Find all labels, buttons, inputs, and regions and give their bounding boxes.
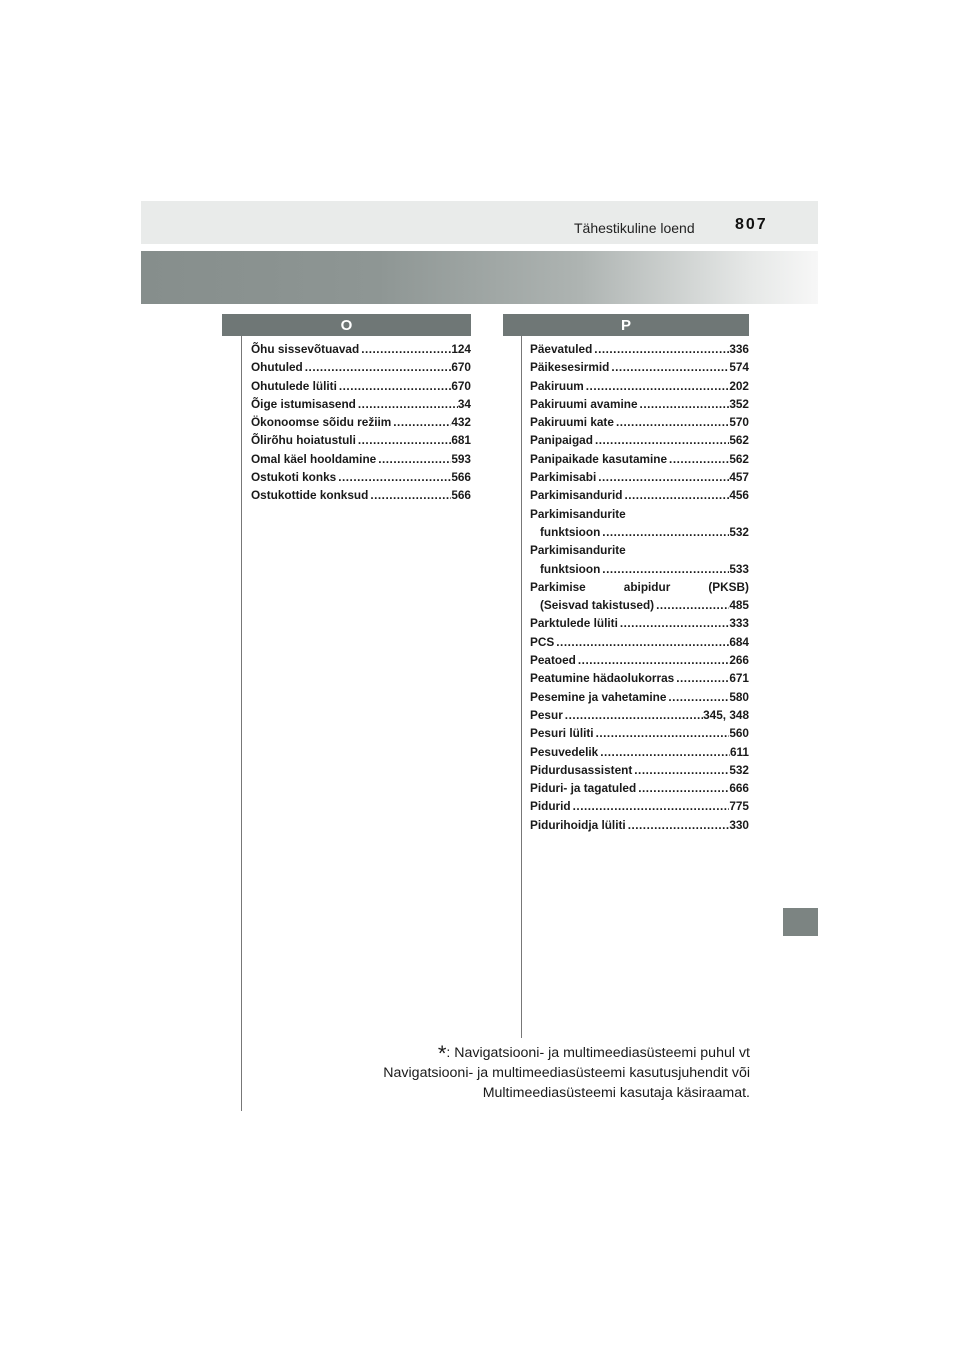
index-entry: Parkimisabi ..... 457 — [530, 468, 749, 486]
index-entry: Pesuvedelik ..... 611 — [530, 743, 749, 761]
index-entry: Peatoed ..... 266 — [530, 651, 749, 669]
index-subentry: funktsioon ..... 533 — [530, 560, 749, 578]
index-entry: Päevatuled ..... 336 — [530, 340, 749, 358]
index-entry: Ostukottide konksud ..... 566 — [251, 486, 471, 504]
index-entry: Päikesesirmid ..... 574 — [530, 358, 749, 376]
chapter-thumb-tab — [783, 908, 818, 936]
index-column-p — [530, 340, 749, 834]
footnote-line-2: Navigatsiooni- ja multimeediasüsteemi kasutusjuhendit või — [383, 1065, 750, 1081]
header-bar — [141, 201, 818, 244]
header-gradient-band — [141, 251, 818, 304]
footnote-marker: * — [437, 1041, 447, 1066]
page-number: 807 — [735, 216, 768, 233]
index-subentry: (Seisvad takistused) ..... 485 — [530, 596, 749, 614]
index-entry: Ohutuled ..... 670 — [251, 358, 471, 376]
index-entry: Õhu sissevõtuavad ..... 124 — [251, 340, 471, 358]
section-title: Tähestikuline loend — [574, 220, 695, 236]
index-entry-heading: Parkimisandurite — [530, 506, 626, 521]
index-entry: Piduri- ja tagatuled ..... 666 — [530, 779, 749, 797]
index-entry: Pakiruum ..... 202 — [530, 377, 749, 395]
index-entry: Pakiruumi avamine ..... 352 — [530, 395, 749, 413]
index-column-o — [251, 340, 471, 505]
index-entry: Peatumine hädaolukorras ..... 671 — [530, 669, 749, 687]
footnote-line-3: Multimeediasüsteemi kasutaja käsiraamat. — [482, 1085, 750, 1101]
footnote-line-1: *: Navigatsiooni- ja multimeediasüsteemi puhul vt — [437, 1041, 750, 1066]
index-entry: Ökonoomse sõidu režiim ..... 432 — [251, 413, 471, 431]
index-entry: Pesemine ja vahetamine ..... 580 — [530, 688, 749, 706]
index-entry: Ostukoti konks ..... 566 — [251, 468, 471, 486]
index-entry: Panipaigad ..... 562 — [530, 431, 749, 449]
index-entry: PCS ..... 684 — [530, 633, 749, 651]
index-entry: Ohutulede lüliti ..... 670 — [251, 377, 471, 395]
index-entry-heading: Parkimisandurite — [530, 543, 626, 558]
index-entry: Parktulede lüliti ..... 333 — [530, 614, 749, 632]
index-entry: Pesuri lüliti ..... 560 — [530, 724, 749, 742]
index-entry: Parkimisandurid ..... 456 — [530, 486, 749, 504]
index-entry: Pidurid ..... 775 — [530, 797, 749, 815]
index-entry: Õlirõhu hoiatustuli ..... 681 — [251, 431, 471, 449]
index-entry: Pakiruumi kate ..... 570 — [530, 413, 749, 431]
footnote — [320, 1040, 750, 1103]
index-entry: Panipaikade kasutamine ..... 562 — [530, 450, 749, 468]
middle-column-rule — [521, 336, 522, 1038]
index-entry: Omal käel hooldamine ..... 593 — [251, 450, 471, 468]
index-subentry: funktsioon ..... 532 — [530, 523, 749, 541]
index-entry: Pidurdusassistent ..... 532 — [530, 761, 749, 779]
left-column-rule — [241, 336, 242, 1111]
letter-heading-o: O — [222, 314, 471, 336]
index-entry: Õige istumisasend ..... 34 — [251, 395, 471, 413]
index-entry: Pidurihoidja lüliti ..... 330 — [530, 816, 749, 834]
index-entry-heading: Parkimise abipidur (PKSB) — [530, 579, 749, 594]
letter-heading-p: P — [503, 314, 749, 336]
index-entry: Pesur ..... 345, 348 — [530, 706, 749, 724]
